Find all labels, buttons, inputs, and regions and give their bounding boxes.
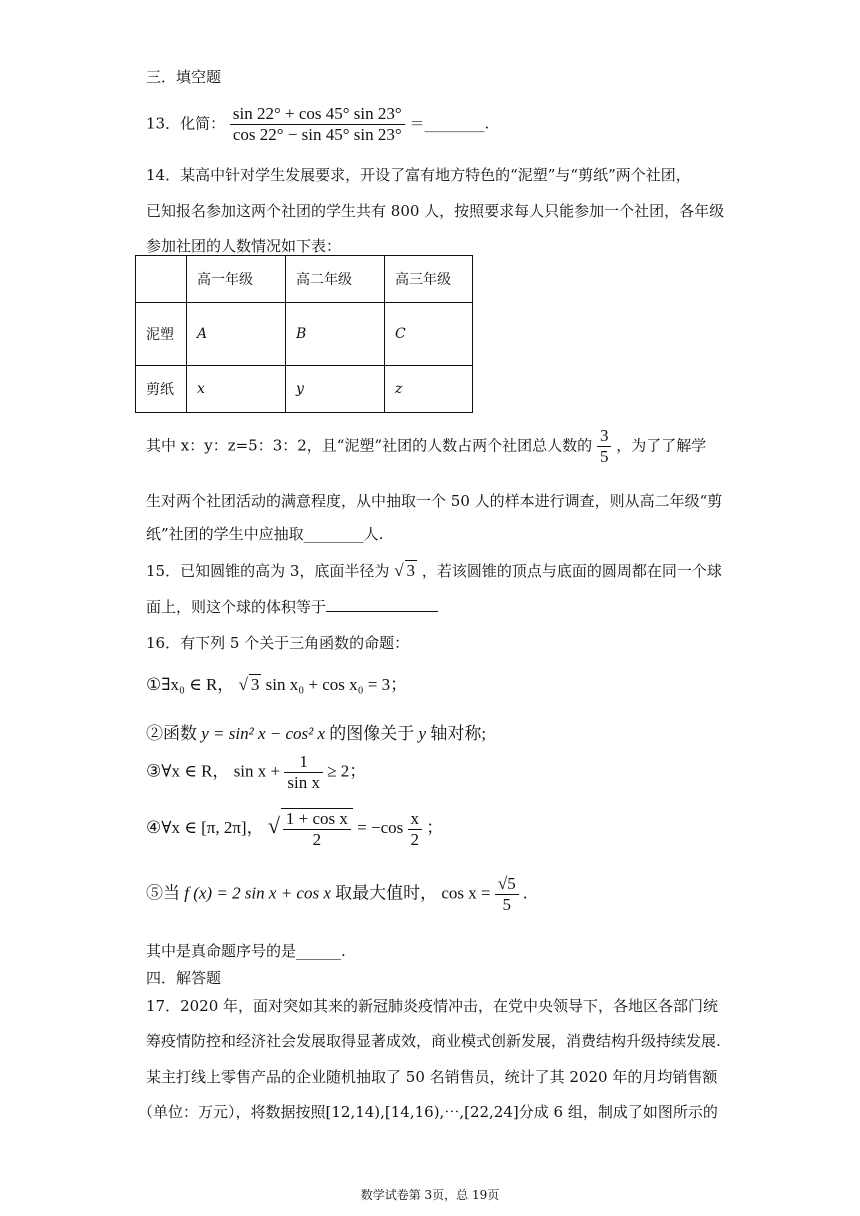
q14-line-4 xyxy=(146,426,706,467)
p1-a: ①∃x₀ ∈ R， xyxy=(146,675,235,694)
q16-intro: 16．有下列 5 个关于三角函数的命题： xyxy=(146,634,410,652)
q14-line-5: 生对两个社团活动的满意程度，从中抽取一个 50 人的样本进行调查，则从高二年级“剪 xyxy=(146,492,723,510)
table-cell: y xyxy=(286,366,385,413)
section-answer: 四．解答题 xyxy=(146,969,222,987)
p4-c: ； xyxy=(426,817,444,837)
q14-line-3: 参加社团的人数情况如下表： xyxy=(146,237,342,255)
q17-line-4: （单位：万元），将数据按照[12,14),[14,16),⋯,[22,24]分成 6 组，制成了如图所示的 xyxy=(138,1103,718,1121)
q15-line-1: 15．已知圆锥的高为 3，底面半径为 √ 3 ，若该圆锥的顶点与底面的圆周都在同一个球 xyxy=(146,561,722,580)
table-cell: z xyxy=(385,366,473,413)
q14-frac-den: 5 xyxy=(599,447,609,466)
q15-line-2-text: 面上，则这个球的体积等于 xyxy=(146,598,327,616)
q14-frac-num: 3 xyxy=(597,426,612,447)
p4-fden: 2 xyxy=(410,829,419,849)
q14-line-6: 纸”社团的学生中应抽取________人. xyxy=(146,525,384,543)
table-header-row xyxy=(136,256,473,303)
table-cell: 剪纸 xyxy=(136,366,187,413)
p3-b: sin x + xyxy=(233,761,281,781)
p2-e: 轴对称; xyxy=(430,724,487,743)
p5-d: cos x = xyxy=(441,883,491,903)
table-cell: x xyxy=(187,366,286,413)
p4-fraction xyxy=(408,809,423,850)
table-cell: A xyxy=(187,303,286,366)
p4-a: ④∀x ∈ [π, 2π]， xyxy=(146,817,264,837)
p2-d: y xyxy=(418,724,427,743)
q16-proposition-3 xyxy=(146,752,366,793)
p2-a: ②函数 xyxy=(146,724,197,743)
club-table xyxy=(135,255,473,413)
q16-answer: 其中是真命题序号的是______. xyxy=(146,942,346,960)
p4-den: 2 xyxy=(312,830,322,849)
table-cell: 泥塑 xyxy=(136,303,187,366)
q17-line-3: 某主打线上零售产品的企业随机抽取了 50 名销售员，统计了其 2020 年的月均销售额 xyxy=(146,1068,718,1086)
p3-c: ≥ 2； xyxy=(327,761,367,781)
q16-proposition-5 xyxy=(146,874,527,915)
table-header-cell: 高三年级 xyxy=(385,256,473,303)
p5-a: ⑤当 xyxy=(146,883,180,903)
q16-proposition-2 xyxy=(146,719,486,744)
q14-line-4a: 其中 x：y：z=5：3：2，且“泥塑”社团的人数占两个社团总人数的 xyxy=(146,436,593,455)
p4-num: 1 + cos x xyxy=(283,809,351,830)
p2-c: 的图像关于 xyxy=(329,724,415,743)
q16-proposition-4: ④∀x ∈ [π, 2π]， √ $\frac{\text{1 + cos x}}{2}$ = −cos $\frac{x}{2}$ ； xyxy=(146,808,444,849)
question-13 xyxy=(146,104,489,145)
q15-answer-blank xyxy=(326,597,438,612)
table-row xyxy=(136,303,473,366)
q13-fraction xyxy=(230,104,405,145)
q13-numerator: sin 22° + cos 45° sin 23° xyxy=(230,104,405,125)
p5-num: √5 xyxy=(495,874,519,895)
table-header-cell: 高二年级 xyxy=(286,256,385,303)
p3-den: sin x xyxy=(287,773,320,792)
p5-fraction xyxy=(495,874,519,915)
q15-line-1a: 15．已知圆锥的高为 3，底面半径为 xyxy=(146,562,390,580)
p3-num: 1 xyxy=(284,752,323,773)
p1-c: sin x₀ + cos x₀ = 3； xyxy=(265,675,408,694)
q17-line-2: 筹疫情防控和经济社会发展取得显著成效，商业模式创新发展，消费结构升级持续发展. xyxy=(146,1032,721,1050)
p5-den: 5 xyxy=(502,895,512,914)
q15-sqrt-value: 3 xyxy=(406,561,416,580)
p1-sqrt: 3 xyxy=(250,675,260,694)
p4-fnum: x xyxy=(408,809,423,830)
q14-line-1: 14．某高中针对学生发展要求，开设了富有地方特色的“泥塑”与“剪纸”两个社团， xyxy=(146,166,691,184)
q17-line-1: 17．2020 年，面对突如其来的新冠肺炎疫情冲击，在党中央领导下，各地区各部门统 xyxy=(146,997,719,1015)
table-cell: C xyxy=(385,303,473,366)
q13-prefix: 13．化简： xyxy=(146,114,226,133)
q15-line-2 xyxy=(146,596,438,617)
p5-formula: f (x) = 2 sin x + cos x xyxy=(184,883,331,903)
q16-proposition-1: ①∃x₀ ∈ R， √ 3 sin x₀ + cos x₀ = 3； xyxy=(146,675,408,694)
table-cell: B xyxy=(286,303,385,366)
q13-suffix: ＝________. xyxy=(409,114,490,133)
q14-fraction xyxy=(597,426,612,467)
page-footer: 数学试卷第 3页，总 19页 xyxy=(360,1188,500,1202)
p5-e: . xyxy=(522,883,528,903)
q14-line-4b: ，为了了解学 xyxy=(616,436,707,455)
p2-formula: y = sin² x − cos² x xyxy=(201,724,326,743)
q13-denominator: cos 22° − sin 45° sin 23° xyxy=(232,125,402,144)
p3-a: ③∀x ∈ R， xyxy=(146,761,230,781)
table-header-cell xyxy=(136,256,187,303)
p4-b: = −cos xyxy=(357,817,404,837)
q14-line-2: 已知报名参加这两个社团的学生共有 800 人，按照要求每人只能参加一个社团，各年级 xyxy=(146,202,725,220)
p3-fraction xyxy=(284,752,323,793)
table-row xyxy=(136,366,473,413)
section-fill-blank: 三．填空题 xyxy=(146,68,222,86)
q15-line-1b: ，若该圆锥的顶点与底面的圆周都在同一个球 xyxy=(421,562,722,580)
p4-radical xyxy=(281,808,353,850)
table-header-cell: 高一年级 xyxy=(187,256,286,303)
p5-c: 取最大值时， xyxy=(335,883,438,903)
